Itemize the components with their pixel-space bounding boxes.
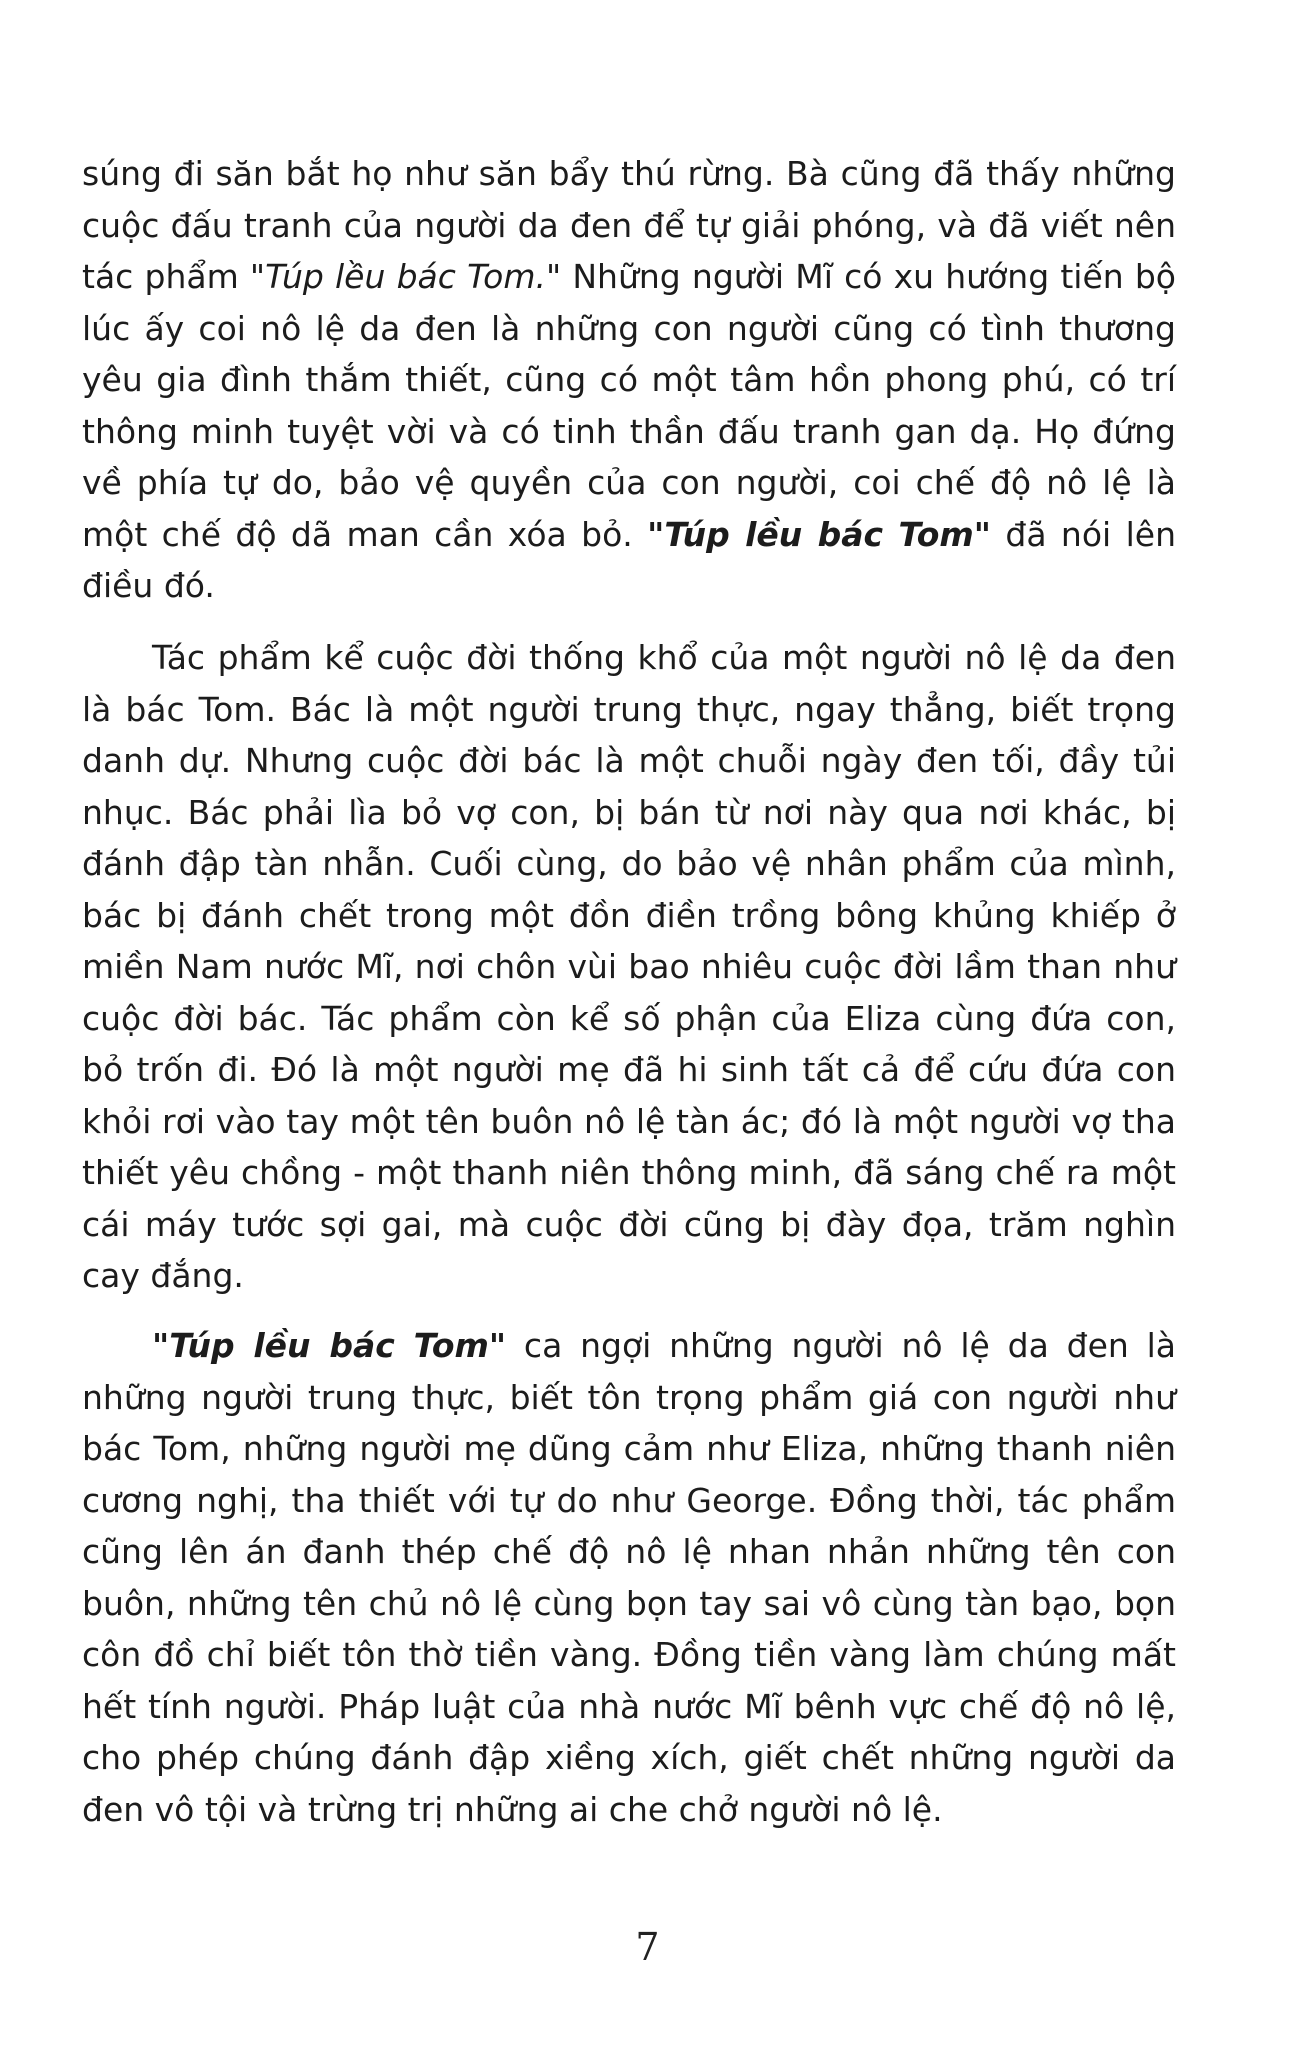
paragraph-3	[82, 1320, 1176, 1835]
page-number: 7	[635, 1925, 660, 1969]
paragraph-1	[82, 148, 1176, 612]
p1-text-3: đã nói lên điều đó.	[82, 514, 1176, 605]
p1-text-1: súng đi săn bắt họ như săn bẩy thú rừng. Bà cũng đã thấy những cuộc đấu tranh của người da đen để tự giải phóng, và đã viết nên tác phẩm	[82, 154, 1176, 296]
p1-text-2: Những người Mĩ có xu hướng tiến bộ lúc ấy coi nô lệ da đen là những con người cũng có tình thương yêu gia đình thắm thiết, cũng có một tâm hồn phong phú, có trí thông minh tuyệt vời và có tinh thần đấu tranh gan dạ. Họ đứng về phía tự do, bảo vệ quyền của con người, coi chế độ nô lệ là một chế độ dã man cần xóa bỏ.	[82, 257, 1176, 554]
p3-book-title: "Túp lều bác Tom"	[152, 1326, 507, 1365]
p1-book-title-1: "Túp lều bác Tom."	[249, 257, 562, 296]
p2-text-1: Tác phẩm kể cuộc đời thống khổ của một người nô lệ da đen là bác Tom. Bác là một người trung thực, ngay thẳng, biết trọng danh dự. Nhưng cuộc đời bác là một chuỗi ngày đen tối, đầy tủi nhục. Bác phải lìa bỏ vợ con, bị bán từ nơi này qua nơi khác, bị đánh đập tàn nhẫn. Cuối cùng, do bảo vệ nhân phẩm của mình, bác bị đánh chết trong một đồn điền trồng bông khủng khiếp ở miền Nam nước Mĩ, nơi chôn vùi bao nhiêu cuộc đời lầm than như cuộc đời bác. Tác phẩm còn kể số phận của Eliza cùng đứa con, bỏ trốn đi. Đó là một người mẹ đã hi sinh tất cả để cứu đứa con khỏi rơi vào tay một tên buôn nô lệ tàn ác; đó là một người vợ tha thiết yêu chồng - một thanh niên thông minh, đã sáng chế ra một cái máy tước sợi gai, mà cuộc đời cũng bị đày đọa, trăm nghìn cay đắng.	[82, 638, 1176, 1295]
paragraph-2	[82, 632, 1176, 1302]
p3-text-1: ca ngợi những người nô lệ da đen là những người trung thực, biết tôn trọng phẩm giá con người như bác Tom, những người mẹ dũng cảm như Eliza, những thanh niên cương nghị, tha thiết với tự do như George. Đồng thời, tác phẩm cũng lên án đanh thép chế độ nô lệ nhan nhản những tên con buôn, những tên chủ nô lệ cùng bọn tay sai vô cùng tàn bạo, bọn côn đồ chỉ biết tôn thờ tiền vàng. Đồng tiền vàng làm chúng mất hết tính người. Pháp luật của nhà nước Mĩ bênh vực chế độ nô lệ, cho phép chúng đánh đập xiềng xích, giết chết những người da đen vô tội và trừng trị những ai che chở người nô lệ.	[82, 1326, 1176, 1829]
p1-book-title-2: "Túp lều bác Tom"	[647, 514, 991, 554]
